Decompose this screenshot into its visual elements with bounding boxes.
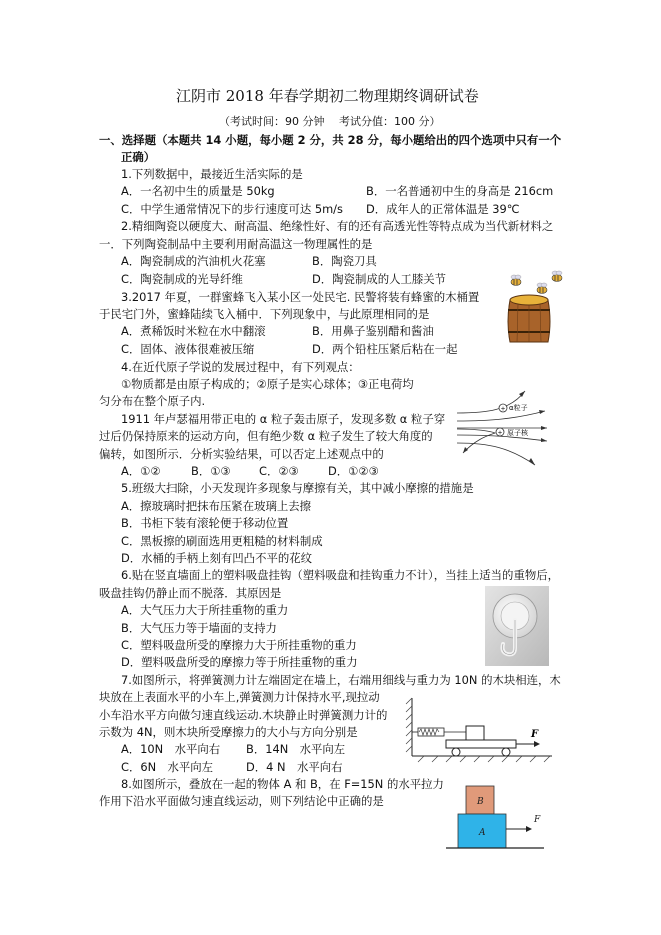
q4-stem-line5: 过后仍保持原来的运动方向，但有绝少数 α 粒子发生了较大角度的: [99, 429, 433, 443]
bee-icon: [552, 271, 562, 282]
q5-option-d: D．水桶的手柄上刻有凹凸不平的花纹: [121, 551, 313, 565]
barrel-icon: [508, 295, 550, 342]
q3-stem-cont: 于民宅门外，蜜蜂陆续飞入桶中．下列现象中，与此原理相同的是: [99, 307, 430, 321]
block-b-label: B: [477, 797, 484, 807]
alpha-particle-label: α粒子: [509, 404, 528, 412]
svg-text:+: +: [500, 405, 506, 413]
q4-option-a: A．①②: [121, 464, 161, 478]
svg-text:+: +: [497, 429, 503, 437]
q6-option-a: A．大气压力大于所挂重物的重力: [121, 603, 289, 617]
q5-stem: 5.班级大扫除，小天发现许多现象与摩擦有关，其中减小摩擦的措施是: [121, 481, 474, 495]
q7-option-d: D．4 N 水平向右: [246, 760, 343, 774]
q7-option-c: C．6N 水平向左: [121, 760, 214, 774]
q4-stem-line3: 匀分布在整个原子内.: [99, 394, 206, 408]
cart-wheel-icon: [502, 748, 510, 756]
q4-option-b: B．①③: [191, 464, 231, 478]
force-arrow-icon: [526, 826, 532, 832]
suction-hook-figure: [485, 586, 549, 666]
block-a-label: A: [479, 828, 486, 838]
q6-option-c: C．塑料吸盘所受的摩擦力大于所挂重物的重力: [121, 638, 357, 652]
q3-option-b: B．用鼻子鉴别醋和酱油: [312, 324, 434, 338]
cart-body: [446, 740, 516, 748]
q6-stem: 6.贴在竖直墙面上的塑料吸盘挂钩（塑料吸盘和挂钩重力不计），当挂上适当的重物后，: [121, 568, 560, 582]
bee-icon: [511, 275, 521, 286]
force-label: F: [531, 729, 539, 740]
q5-option-c: C．黑板擦的刷面选用更粗糙的材料制成: [121, 534, 323, 548]
bee-icon: [537, 283, 547, 294]
force-arrow-icon: [534, 741, 540, 747]
exam-meta: （考试时间：90 分钟 考试分值：100 分）: [219, 115, 441, 128]
q4-option-d: D．①②③: [328, 464, 379, 478]
q3-stem: 3.2017 年夏，一群蜜蜂飞入某小区一处民宅. 民警将装有蜂蜜的木桶置: [121, 290, 480, 304]
q4-stem: 4.在近代原子学说的发展过程中，有下列观点：: [121, 360, 360, 374]
spring-cart-figure: [404, 694, 554, 768]
q1-option-b: B．一名普通初中生的身高是 216cm: [366, 184, 554, 198]
nucleus-label: 原子核: [507, 429, 528, 437]
q1-option-a: A．一名初中生的质量是 50kg: [121, 184, 275, 198]
q2-option-b: B．陶瓷刀具: [312, 254, 377, 268]
q7-option-b: B．14N 水平向左: [246, 742, 346, 756]
q2-option-a: A．陶瓷制成的汽油机火花塞: [121, 254, 266, 268]
q4-stem-line6: 偏转，如图所示．分析实验结果，可以否定上述观点中的: [99, 447, 384, 461]
stacked-blocks-figure: [444, 782, 554, 854]
section-heading-cont: 正确）: [121, 150, 156, 164]
q4-stem-line4: 1911 年卢瑟福用带正电的 α 粒子轰击原子，发现多数 α 粒子穿: [121, 412, 446, 426]
q2-option-c: C．陶瓷制成的光导纤维: [121, 272, 243, 286]
q6-option-b: B．大气压力等于墙面的支持力: [121, 621, 277, 635]
q1-option-d: D．成年人的正常体温是 39℃: [366, 202, 520, 216]
exam-title: 江阴市 2018 年春学期初二物理期终调研试卷: [176, 87, 479, 105]
q7-stem-line3: 小车沿水平方向做匀速直线运动.木块静止时弹簧测力计的: [99, 708, 388, 722]
q8-stem-cont: 作用下沿水平面做匀速直线运动，则下列结论中正确的是: [99, 794, 384, 808]
spring-scale-icon: [412, 728, 466, 736]
q7-stem: 7.如图所示，将弹簧测力计左端固定在墙上，右端用细线与重力为 10N 的木块相连，木: [121, 673, 561, 687]
section-heading: 一、选择题（本题共 14 小题，每小题 2 分，共 28 分，每小题给出的四个选项中只有一个: [99, 133, 562, 147]
force-label: F: [534, 815, 541, 825]
q3-option-c: C．固体、液体很难被压缩: [121, 342, 255, 356]
q1-option-c: C．中学生通常情况下的步行速度可达 5m/s: [121, 202, 343, 216]
q7-stem-line2: 块放在上表面水平的小车上,弹簧测力计保持水平,现拉动: [99, 690, 380, 704]
alpha-scattering-figure: [455, 383, 555, 473]
q5-option-b: B．书柜下装有滚轮便于移动位置: [121, 516, 289, 530]
q8-stem: 8.如图所示，叠放在一起的物体 A 和 B，在 F=15N 的水平拉力: [121, 777, 444, 791]
q2-option-d: D．陶瓷制成的人工膝关节: [312, 272, 447, 286]
q4-stem-line2: ①物质都是由原子构成的；②原子是实心球体；③正电荷均: [121, 377, 414, 391]
q4-option-c: C．②③: [259, 464, 299, 478]
q7-option-a: A．10N 水平向右: [121, 742, 221, 756]
q7-stem-line4: 示数为 4N，则木块所受摩擦力的大小与方向分别是: [99, 725, 358, 739]
q1-stem: 1.下列数据中，最接近生活实际的是: [121, 167, 303, 181]
q3-option-d: D．两个铅柱压紧后粘在一起: [312, 342, 458, 356]
cart-wheel-icon: [452, 748, 460, 756]
q2-stem-cont: 一．下列陶瓷制品中主要利用耐高温这一物理属性的是: [99, 237, 373, 251]
q2-stem: 2.精细陶瓷以硬度大、耐高温、绝缘性好、有的还有高透光性等特点成为当代新材料之: [121, 219, 554, 233]
wood-block: [466, 726, 484, 740]
q3-option-a: A．煮稀饭时米粒在水中翻滚: [121, 324, 266, 338]
honey-barrel-figure: [498, 270, 568, 345]
q6-option-d: D．塑料吸盘所受的摩擦力等于所挂重物的重力: [121, 655, 358, 669]
q5-option-a: A．擦玻璃时把抹布压紧在玻璃上去擦: [121, 499, 312, 513]
q6-stem-cont: 吸盘挂钩仍静止而不脱落．其原因是: [99, 586, 282, 600]
